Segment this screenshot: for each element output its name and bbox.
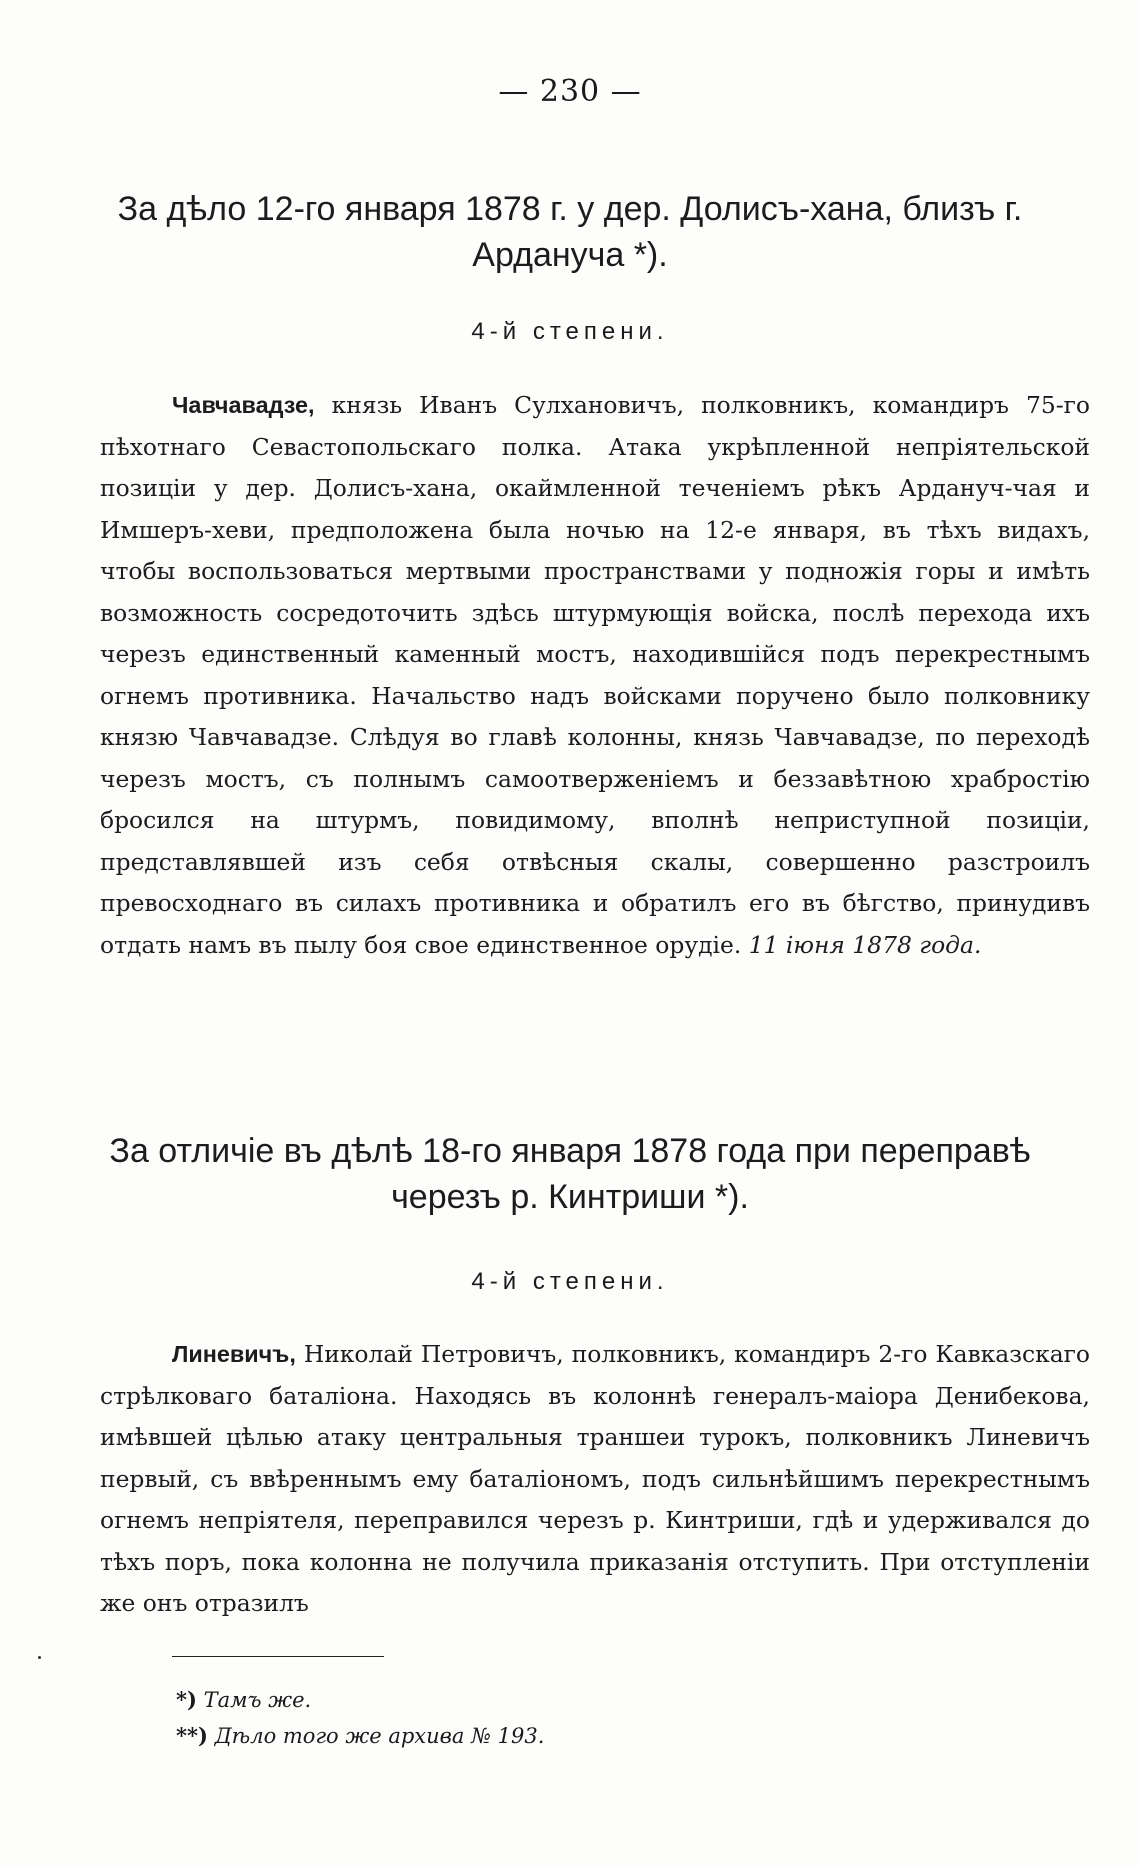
footnote-divider [172, 1656, 384, 1657]
paragraph-1-text: князь Иванъ Сулхановичъ, полковникъ, командиръ 75-го пѣхотнаго Севастопольскаго полка. Атака укрѣпленной непріятельской позиціи у дер. Долисъ-хана, окаймленной теченіемъ рѣкъ Ардануч-чая и Имшеръ-хеви, предположена была ночью на 12-е января, въ тѣхъ видахъ, чтобы воспользоваться мертвыми пространствами у подножія горы и имѣть возможность сосредоточить здѣсь штурмующія войска, послѣ перехода ихъ черезъ единственный каменный мостъ, находившійся подъ перекрестнымъ огнемъ противника. Начальство надъ войсками поручено было полковнику князю Чавчавадзе. Слѣдуя во главѣ колонны, князь Чавчавадзе, по переходѣ черезъ мостъ, съ полнымъ самоотверженіемъ и беззавѣтною храбростію бросился на штурмъ, повидимому, вполнѣ неприступной позиціи, представлявшей изъ себя отвѣсныя скалы, совершенно разстроилъ превосходнаго въ силахъ противника и обратилъ его въ бѣгство, принудивъ отдать намъ въ пылу боя свое единственное орудіе. [100, 391, 1090, 959]
footnote-2-mark: **) [176, 1723, 208, 1748]
footnote-1 [176, 1687, 311, 1712]
section-heading-2: За отличіе въ дѣлѣ 18-го января 1878 года при переправѣ черезъ р. Кинтриши *). [109, 1132, 1031, 1216]
paragraph-1 [100, 385, 1090, 966]
paragraph-2 [100, 1334, 1090, 1625]
person-name-1: Чавчавадзе, [172, 392, 315, 418]
footnote-1-text: Тамъ же. [203, 1688, 312, 1712]
paragraph-2-text: Николай Петровичъ, полковникъ, командиръ 2-го Кавказскаго стрѣлковаго баталіона. Находясь въ колоннѣ генералъ-маіора Денибекова, имѣвшей цѣлью атаку центральныя траншеи турокъ, полковникъ Линевичъ первый, съ ввѣреннымъ ему баталіономъ, подъ сильнѣйшимъ перекрестнымъ огнемъ непріятеля, переправился черезъ р. Кинтриши, гдѣ и удерживался до тѣхъ поръ, пока колонна не получила приказанія отступить. При отступленіи же онъ отразилъ [100, 1340, 1091, 1617]
degree-label-2: 4-й степени. [471, 1268, 669, 1295]
footnote-2 [176, 1723, 544, 1748]
footnote-2-text: Дѣло того же архива № 193. [214, 1724, 545, 1748]
margin-dot [38, 1656, 41, 1659]
footnote-1-mark: *) [176, 1687, 197, 1712]
page-number: — 230 — [498, 74, 642, 109]
section-heading-1: За дѣло 12-го января 1878 г. у дер. Долисъ-хана, близъ г. Ардануча *). [117, 190, 1023, 274]
degree-label-1: 4-й степени. [471, 318, 669, 345]
person-name-2: Линевичъ, [172, 1341, 296, 1367]
award-date-1: 11 іюня 1878 года. [748, 930, 982, 959]
